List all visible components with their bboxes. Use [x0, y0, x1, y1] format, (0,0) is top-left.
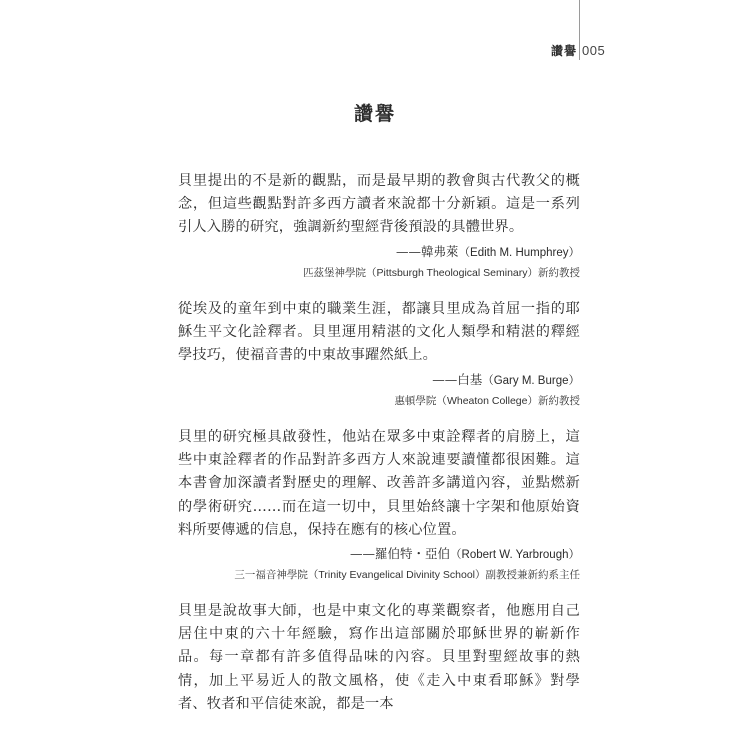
author-name-zh: ——韓弗萊: [396, 243, 459, 259]
affiliation-zh-post: ）新約教授: [527, 266, 580, 279]
affiliation-zh-pre: 惠頓學院（: [394, 394, 447, 407]
endorsement-text: 貝里是說故事大師，也是中東文化的專業觀察者，他應用自己居住中東的六十年經驗，寫作出這部關於耶穌世界的嶄新作品。每一章都有許多值得品味的內容。貝里對聖經故事的熱情，加上平易近人的散文風格，使《走入中東看耶穌》對學者、牧者和平信徒來說，都是一本: [178, 603, 580, 712]
endorsement-affiliation: [178, 393, 580, 409]
endorsement-2: [178, 298, 580, 409]
endorsement-text: 貝里提出的不是新的觀點，而是最早期的教會與古代教父的概念，但這些觀點對許多西方讀者來說都十分新穎。這是一系列引人入勝的研究，強調新約聖經背後預設的具體世界。: [178, 173, 580, 236]
page-number: 005: [582, 43, 606, 58]
affiliation-zh-pre: 三一福音神學院（: [234, 569, 319, 582]
endorsement-1: [178, 170, 580, 281]
affiliation-zh-pre: 匹茲堡神學院（: [303, 266, 377, 279]
affiliation-zh-post: ）副教授兼新約系主任: [475, 569, 580, 582]
endorsement-text: 從埃及的童年到中東的職業生涯，都讓貝里成為首屈一指的耶穌生平文化詮釋者。貝里運用精湛的文化人類學和精湛的釋經學技巧，使福音書的中東故事躍然紙上。: [178, 301, 580, 364]
author-name-en: （Robert W. Yarbrough）: [450, 549, 580, 562]
endorsement-affiliation: [178, 265, 580, 281]
endorsement-author: [178, 544, 580, 565]
endorsement-author: [178, 242, 580, 263]
author-name-en: （Gary M. Burge）: [482, 374, 580, 387]
endorsement-3: [178, 426, 580, 583]
running-header: [520, 42, 610, 60]
endorsement-text: 貝里的研究極具啟發性，他站在眾多中東詮釋者的肩膀上，這些中東詮釋者的作品對許多西方人來說連要讀懂都很困難。這本書會加深讀者對歷史的理解、改善許多講道內容，並點燃新的學術研究……而在這一切中，貝里始終讓十字架和他原始資料所要傳遞的信息，保持在應有的核心位置。: [178, 429, 580, 538]
affiliation-en: Trinity Evangelical Divinity School: [318, 569, 475, 582]
page-title: 讚譽: [353, 103, 396, 125]
author-name-zh: ——白基: [432, 371, 483, 387]
author-name-zh: ——羅伯特・亞伯: [350, 546, 451, 562]
affiliation-zh-post: ）新約教授: [527, 394, 580, 407]
affiliation-en: Pittsburgh Theological Seminary: [376, 266, 528, 279]
affiliation-en: Wheaton College: [446, 394, 528, 407]
endorsement-4: [178, 600, 580, 716]
endorsement-affiliation: [178, 567, 580, 583]
running-header-section: 讚譽: [550, 44, 577, 58]
endorsement-author: [178, 370, 580, 391]
author-name-en: （Edith M. Humphrey）: [458, 246, 580, 259]
